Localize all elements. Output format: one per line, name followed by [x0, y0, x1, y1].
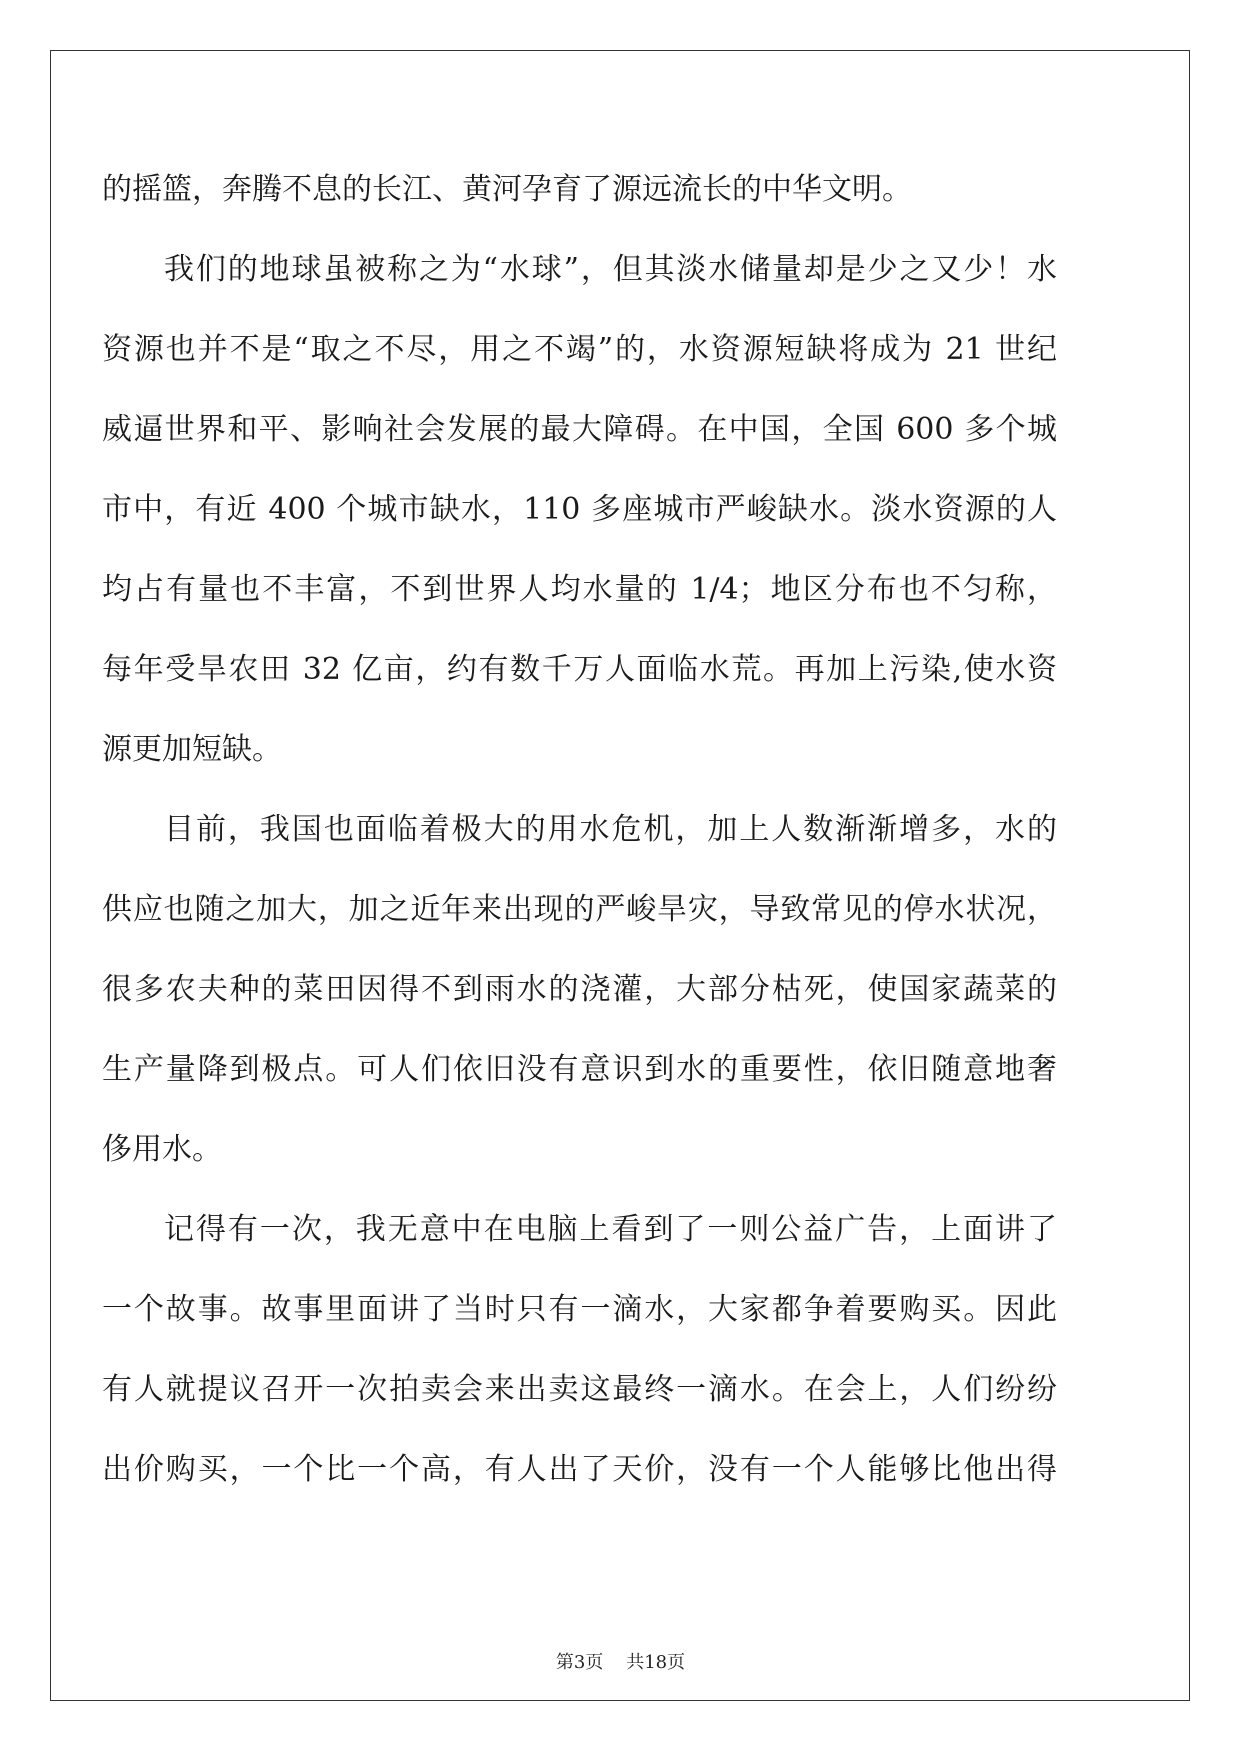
page-footer [0, 1648, 1241, 1674]
text-line: 源更加短缺。 [102, 732, 282, 767]
total-pages: 18 [644, 1652, 668, 1673]
text-line: 一个故事。故事里面讲了当时只有一滴水，大家都争着要购买。因此 [102, 1292, 1057, 1327]
text-line: 每年受旱农田 32 亿亩，约有数千万人面临水荒。再加上污染,使水资 [102, 652, 1057, 687]
text-line: 我们的地球虽被称之为“水球”，但其淡水储量却是少之又少！水 [164, 252, 1057, 287]
text-line: 均占有量也不丰富，不到世界人均水量的 1/4；地区分布也不匀称， [102, 572, 1057, 607]
text-line: 记得有一次，我无意中在电脑上看到了一则公益广告，上面讲了 [164, 1212, 1057, 1247]
text-line: 生产量降到极点。可人们依旧没有意识到水的重要性，依旧随意地奢 [102, 1052, 1057, 1087]
paragraph [102, 1190, 1057, 1510]
paragraph [102, 790, 1057, 1190]
total-prefix: 共 [626, 1652, 645, 1673]
paragraph [102, 230, 1057, 790]
page-suffix: 页 [585, 1652, 604, 1673]
text-line: 很多农夫种的菜田因得不到雨水的浇灌，大部分枯死，使国家蔬菜的 [102, 972, 1057, 1007]
page-number: 3 [573, 1652, 586, 1673]
text-line: 资源也并不是“取之不尽，用之不竭”的，水资源短缺将成为 21 世纪 [102, 332, 1057, 367]
text-line: 威逼世界和平、影响社会发展的最大障碍。在中国，全国 600 多个城 [102, 412, 1057, 447]
text-line: 供应也随之加大，加之近年来出现的严峻旱灾，导致常见的停水状况， [102, 892, 1057, 927]
paragraph [102, 150, 1057, 230]
text-line: 目前，我国也面临着极大的用水危机，加上人数渐渐增多，水的 [164, 812, 1057, 847]
text-line: 的摇篮，奔腾不息的长江、黄河孕育了源远流长的中华文明。 [102, 172, 912, 207]
total-suffix: 页 [667, 1652, 686, 1673]
text-line: 侈用水。 [102, 1132, 222, 1167]
text-line: 市中，有近 400 个城市缺水，110 多座城市严峻缺水。淡水资源的人 [102, 492, 1057, 527]
document-body [102, 150, 1057, 1510]
text-line: 出价购买，一个比一个高，有人出了天价，没有一个人能够比他出得 [102, 1452, 1057, 1487]
text-line: 有人就提议召开一次拍卖会来出卖这最终一滴水。在会上，人们纷纷 [102, 1372, 1057, 1407]
page-prefix: 第 [555, 1652, 574, 1673]
